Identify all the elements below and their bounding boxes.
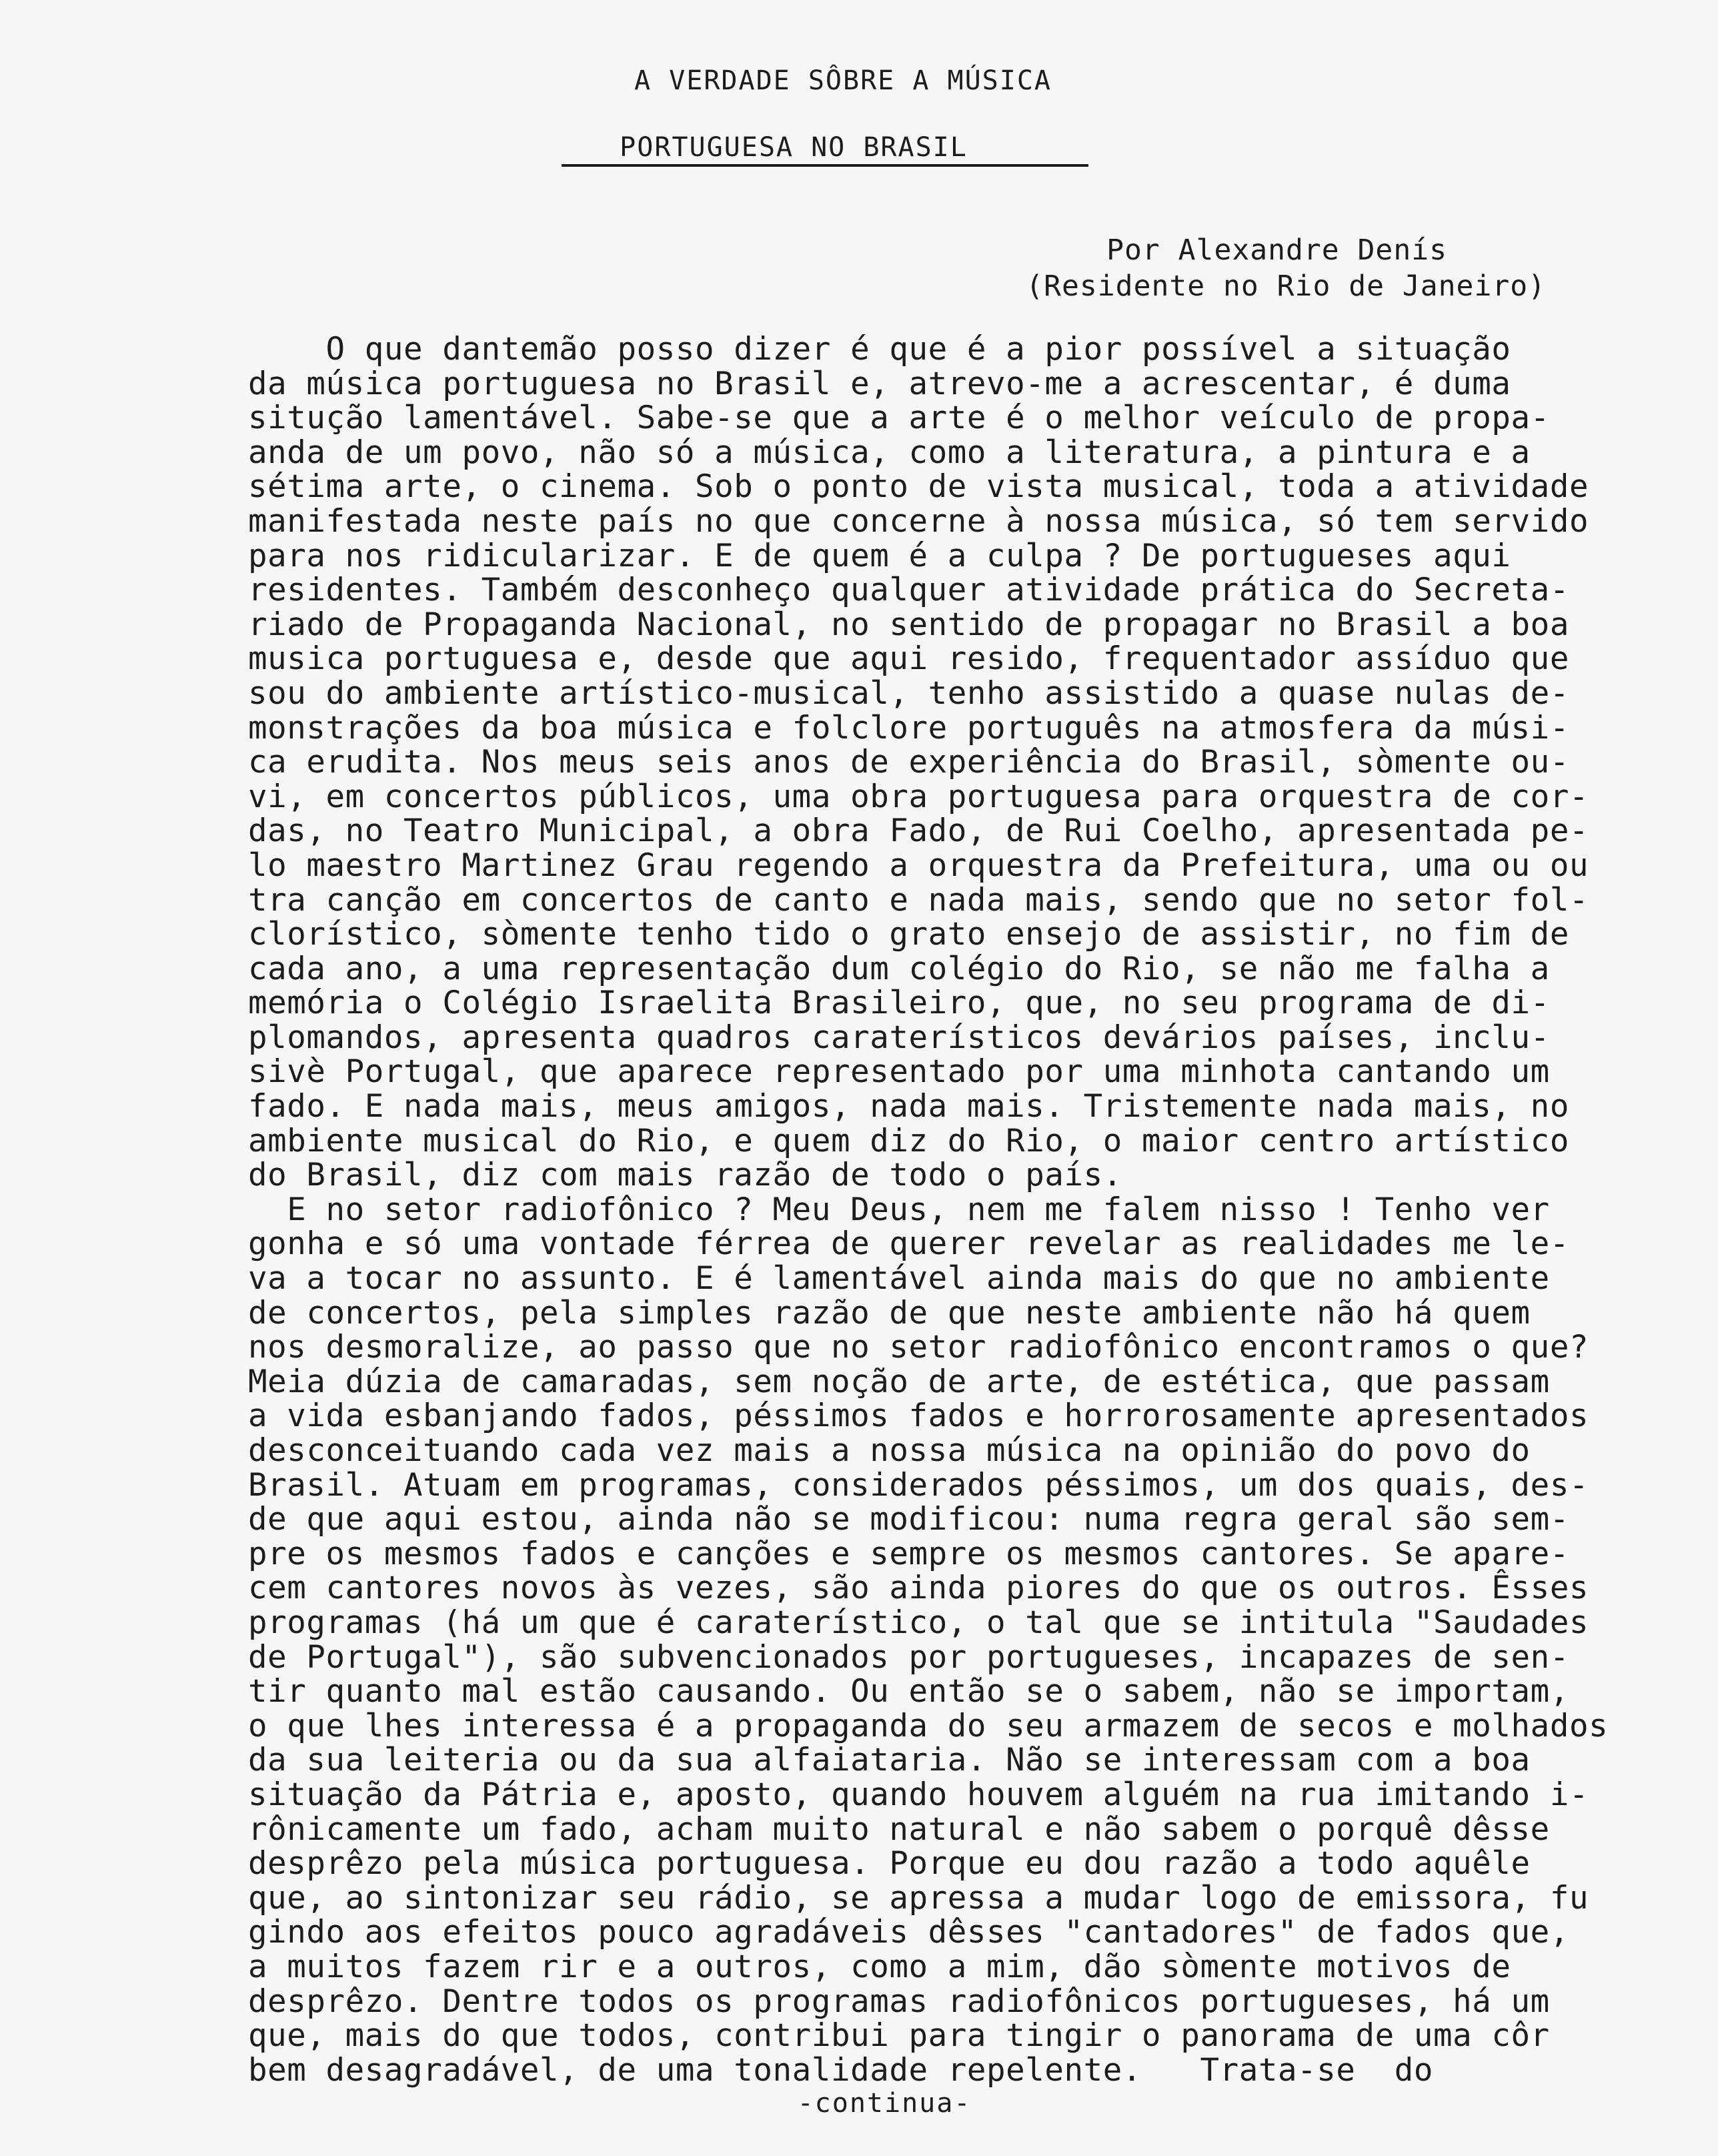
body-line: desprêzo. Dentre todos os programas radiofônicos portugueses, há um: [248, 1983, 1550, 2020]
body-line: ca erudita. Nos meus seis anos de experiência do Brasil, sòmente ou-: [248, 744, 1569, 781]
body-line: anda de um povo, não só a música, como a literatura, a pintura e a: [248, 434, 1531, 471]
body-line: que, mais do que todos, contribui para tingir o panorama de uma côr: [248, 2017, 1550, 2055]
body-line: programas (há um que é caraterístico, o tal que se intitula "Saudades: [248, 1604, 1589, 1641]
body-line: fado. E nada mais, meus amigos, nada mais. Tristemente nada mais, no: [248, 1088, 1569, 1125]
byline-residence: (Residente no Rio de Janeiro): [1026, 270, 1546, 303]
body-line: musica portuguesa e, desde que aqui resido, frequentador assíduo que: [248, 640, 1569, 678]
continuation-note: -continua-: [797, 2088, 972, 2119]
body-line: sétima arte, o cinema. Sob o ponto de vista musical, toda a atividade: [248, 468, 1589, 506]
body-line: memória o Colégio Israelita Brasileiro, que, no seu programa de di-: [248, 985, 1550, 1022]
body-line: a vida esbanjando fados, péssimos fados e horrorosamente apresentados: [248, 1398, 1589, 1435]
body-line: tir quanto mal estão causando. Ou então se o sabem, não se importam,: [248, 1673, 1569, 1710]
body-line: residentes. Também desconheço qualquer atividade prática do Secreta-: [248, 572, 1569, 609]
body-line: riado de Propaganda Nacional, no sentido de propagar no Brasil a boa: [248, 606, 1569, 643]
body-line: situção lamentável. Sabe-se que a arte é o melhor veículo de propa-: [248, 400, 1550, 437]
byline-author: Por Alexandre Denís: [1106, 233, 1447, 267]
body-line: desprêzo pela música portuguesa. Porque eu dou razão a todo aquêle: [248, 1845, 1531, 1882]
body-line: situação da Pátria e, aposto, quando houvem alguém na rua imitando i-: [248, 1776, 1589, 1813]
body-line: vi, em concertos públicos, uma obra portuguesa para orquestra de cor-: [248, 778, 1589, 815]
article-body: [248, 332, 1635, 2087]
body-line: plomandos, apresenta quadros caraterísticos devários países, inclu-: [248, 1019, 1550, 1056]
body-line: O que dantemão posso dizer é que é a pior possível a situação: [248, 331, 1511, 368]
body-line: ambiente musical do Rio, e quem diz do Rio, o maior centro artístico: [248, 1122, 1569, 1159]
body-line: gonha e só uma vontade férrea de querer revelar as realidades me le-: [248, 1225, 1569, 1263]
title-underline: [562, 164, 1088, 167]
title-line-2: PORTUGUESA NO BRASIL: [620, 132, 968, 163]
body-line: de que aqui estou, ainda não se modificou: numa regra geral são sem-: [248, 1501, 1569, 1538]
body-line: a muitos fazem rir e a outros, como a mim, dão sòmente motivos de: [248, 1948, 1511, 1985]
body-line: pre os mesmos fados e canções e sempre os mesmos cantores. Se apare-: [248, 1535, 1569, 1572]
body-line: sou do ambiente artístico-musical, tenho assistido a quase nulas de-: [248, 674, 1569, 712]
body-line: da música portuguesa no Brasil e, atrevo-me a acrescentar, é duma: [248, 365, 1511, 402]
body-line: de Portugal"), são subvencionados por portugueses, incapazes de sen-: [248, 1638, 1569, 1676]
body-line: da sua leiteria ou da sua alfaiataria. Não se interessam com a boa: [248, 1742, 1531, 1779]
body-line: Brasil. Atuam em programas, considerados péssimos, um dos quais, des-: [248, 1466, 1589, 1504]
body-line: cada ano, a uma representação dum colégio do Rio, se não me falha a: [248, 950, 1550, 987]
body-line: bem desagradável, de uma tonalidade repelente. Trata-se do: [248, 2051, 1434, 2089]
body-line: rônicamente um fado, acham muito natural e não sabem o porquê dêsse: [248, 1810, 1550, 1848]
body-line: va a tocar no assunto. E é lamentável ainda mais do que no ambiente: [248, 1260, 1550, 1297]
body-line: Meia dúzia de camaradas, sem noção de arte, de estética, que passam: [248, 1363, 1550, 1400]
body-line: nos desmoralize, ao passo que no setor radiofônico encontramos o que?: [248, 1329, 1589, 1366]
body-line: das, no Teatro Municipal, a obra Fado, de Rui Coelho, apresentada pe-: [248, 813, 1589, 850]
body-line: sivè Portugal, que aparece representado por uma minhota cantando um: [248, 1053, 1550, 1091]
body-line: lo maestro Martinez Grau regendo a orquestra da Prefeitura, uma ou ou: [248, 847, 1589, 884]
body-line: gindo aos efeitos pouco agradáveis dêsses "cantadores" de fados que,: [248, 1914, 1569, 1951]
body-line: que, ao sintonizar seu rádio, se apressa a mudar logo de emissora, fu: [248, 1879, 1589, 1917]
body-line: E no setor radiofônico ? Meu Deus, nem me falem nisso ! Tenho ver: [248, 1191, 1550, 1228]
body-line: de concertos, pela simples razão de que neste ambiente não há quem: [248, 1294, 1531, 1331]
body-line: para nos ridicularizar. E de quem é a culpa ? De portugueses aqui: [248, 537, 1511, 574]
body-line: tra canção em concertos de canto e nada mais, sendo que no setor fol-: [248, 881, 1589, 919]
body-line: o que lhes interessa é a propaganda do seu armazem de secos e molhados: [248, 1707, 1609, 1744]
body-line: cem cantores novos às vezes, são ainda piores do que os outros. Êsses: [248, 1570, 1589, 1607]
body-line: manifestada neste país no que concerne à nossa música, só tem servido: [248, 502, 1589, 540]
body-line: desconceituando cada vez mais a nossa música na opinião do povo do: [248, 1432, 1531, 1469]
title-line-1: A VERDADE SÔBRE A MÚSICA: [634, 65, 1052, 96]
body-line: clorístico, sòmente tenho tido o grato ensejo de assistir, no fim de: [248, 916, 1569, 953]
body-line: monstrações da boa música e folclore português na atmosfera da músi-: [248, 709, 1569, 746]
body-line: do Brasil, diz com mais razão de todo o país.: [248, 1157, 1122, 1194]
